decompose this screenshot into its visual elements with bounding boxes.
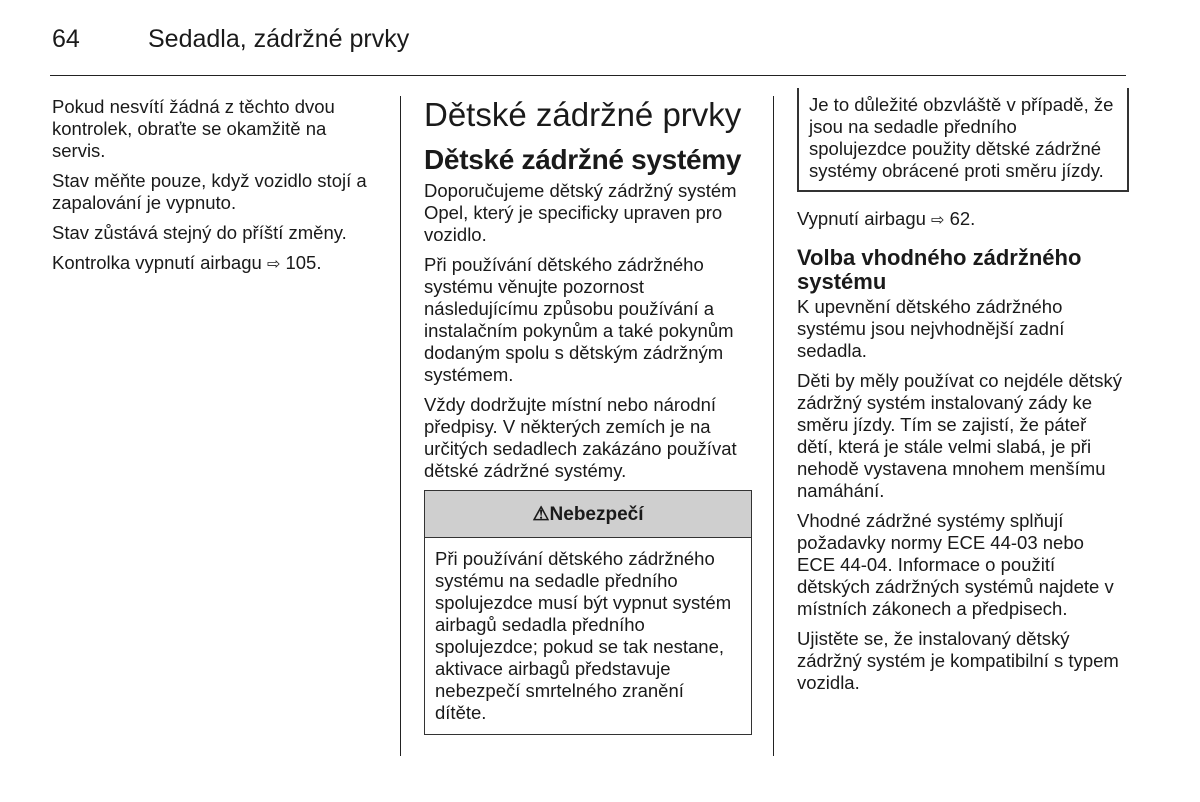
reference-page: 62. <box>949 208 976 229</box>
section-title: Sedadla, zádržné prvky <box>148 25 410 53</box>
warning-triangle-icon: ⚠ <box>532 504 550 525</box>
column-left <box>52 96 377 284</box>
column-divider <box>400 96 401 756</box>
header-divider <box>50 75 1126 76</box>
subsection-heading: Volba vhodného zádržného systému <box>797 245 1082 294</box>
reference-text: Kontrolka vypnutí airbagu <box>52 252 262 273</box>
warning-body: Při používání dětského zádržného systému na sedadle předního spolujezdce musí být vypnut systém airbagů sedadla předního spolujezdce; pokud se tak nestane, aktivace airbagů představuje nebezpečí smrtelného zranění dítěte. <box>435 548 732 723</box>
page-header <box>52 25 1127 55</box>
column-right <box>797 96 1127 702</box>
reference-text: Vypnutí airbagu <box>797 208 926 229</box>
danger-warning-box <box>424 490 752 735</box>
warning-continuation-box: Je to důležité obzvláště v případě, že jsou na sedadle předního spolujezdce použity dětské zádržné systémy obrácené proti směru jízdy. <box>797 88 1129 192</box>
warning-title <box>425 491 751 538</box>
paragraph: K upevnění dětského zádržného systému jsou nejvhodnější zadní sedadla. <box>797 296 1065 361</box>
paragraph: Doporučujeme dětský zádržný systém Opel, který je specificky upraven pro vozidlo. <box>424 180 737 245</box>
section-heading: Dětské zádržné systémy <box>424 144 742 175</box>
paragraph: Stav měňte pouze, když vozidlo stojí a zapalování je vypnuto. <box>52 170 367 213</box>
column-divider <box>773 96 774 756</box>
warning-title-text: Nebezpečí <box>549 504 644 525</box>
reference-page: 105. <box>285 252 322 273</box>
paragraph: Ujistěte se, že instalovaný dětský zádržný systém je kompatibilní s typem vozidla. <box>797 628 1119 693</box>
page-number: 64 <box>52 25 80 53</box>
paragraph: Stav zůstává stejný do příští změny. <box>52 222 347 243</box>
paragraph: Děti by měly používat co nejdéle dětský zádržný systém instalovaný zády ke směru jízdy. Tím se zajistí, že páteř dětí, která je stále velmi slabá, je při nehodě vystavena mnohem menšímu namáhání. <box>797 370 1122 501</box>
paragraph: Vždy dodržujte místní nebo národní předpisy. V některých zemích je na určitých sedadlech zakázáno používat dětské zádržné systémy. <box>424 394 737 481</box>
cross-reference <box>52 252 377 276</box>
cross-reference <box>797 208 1127 232</box>
reference-arrow-icon: ⇨ <box>266 256 281 273</box>
chapter-heading: Dětské zádržné prvky <box>424 96 742 133</box>
paragraph: Vhodné zádržné systémy splňují požadavky normy ECE 44-03 nebo ECE 44-04. Informace o použití dětských zádržných systémů najdete v místních zákonech a předpisech. <box>797 510 1114 619</box>
column-middle <box>424 96 754 735</box>
paragraph: Pokud nesvítí žádná z těchto dvou kontrolek, obraťte se okamžitě na servis. <box>52 96 335 161</box>
paragraph: Při používání dětského zádržného systému věnujte pozornost následujícímu způsobu používání a instalačním pokynům a také pokynům dodaným spolu s dětským zádržným systémem. <box>424 254 734 385</box>
reference-arrow-icon: ⇨ <box>931 212 945 229</box>
